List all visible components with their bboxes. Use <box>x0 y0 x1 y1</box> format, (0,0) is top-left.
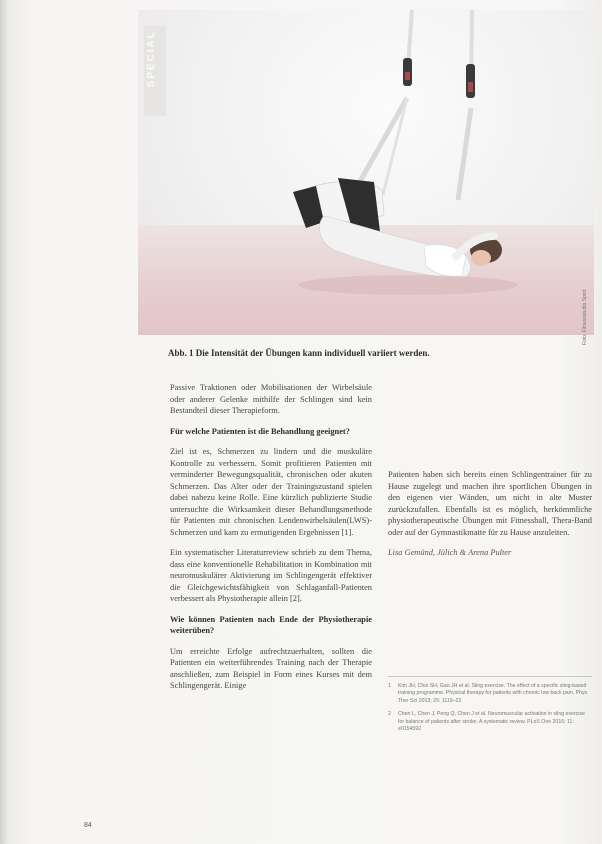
photo-credit: Foto: Fitnessstudio Sport <box>582 289 588 345</box>
left-text-column <box>170 382 372 701</box>
section-heading: Für welche Patienten ist die Behandlung geeignet? <box>170 426 350 436</box>
author-line: Lisa Gemünd, Jülich & Arena Pulter <box>388 548 512 557</box>
references-divider <box>388 676 592 677</box>
reference-number: 2 <box>388 711 391 718</box>
paragraph: Um erreichte Erfolge aufrechtzuerhalten, sollten die Patienten ein weiterführendes Training nach der Therapie anschließen, zum Beispiel in Form eines Kurses mit dem Schlingengerät. Einige <box>170 646 372 690</box>
paragraph: Ziel ist es, Schmerzen zu lindern und die muskuläre Kontrolle zu verbessern. Somit profitieren Patienten mit verminderter Bewegungsqualität, chronischen oder akuten Schmerzen. Das Alter oder der Trainingszustand spielen dabei nahezu keine Rolle. Eine kürzlich publizierte Studie untersuchte die Wirksamkeit dieser Behandlungsmethode für Patienten mit chronischen Lendenwirbelsäulen(LWS)-Schmerzen und kam zu ermutigenden Ergebnissen [1]. <box>170 447 372 537</box>
paragraph: Passive Traktionen oder Mobilisationen der Wirbelsäule oder anderer Gelenke mithilfe der Schlingen sind kein Bestandteil dieser Therapieform. <box>170 383 372 415</box>
sling-training-illustration <box>138 10 594 335</box>
references <box>388 676 592 739</box>
reference-text: Chen L, Chen J, Peng Q, Chen J et al. Neuromuscular activation in sling exercise for balance of patients after stroke. A systematic review. PLoS One 2016; 11: e0154592 <box>398 711 585 733</box>
right-text-column <box>388 469 592 568</box>
reference-number: 1 <box>388 683 391 689</box>
reference-text: Kim JH, Choi SH, Gao JH et al. Sling exercise. The effect of a specific sling-based training programme. Physical therapy for patients with chronic low back pain. Phys Ther Sci 2013; 25: 1119–22 <box>398 683 588 704</box>
page-edge-shadow <box>0 0 8 844</box>
paragraph: Patienten haben sich bereits einen Schlingentrainer für zu Hause zugelegt und machen ihre sportlichen Übungen in den eigenen vier Wänden, um nicht in alte Muster zurückzufallen. Ebenfalls ist es möglich, herkömmliche physiotherapeutische Übungen mit Fitnessball, Thera-Band oder auf der Gymnastikmatte für zu Hause anzuleiten. <box>388 470 592 537</box>
section-heading: Wie können Patienten nach Ende der Physiotherapie weiterüben? <box>170 614 372 635</box>
section-tab <box>144 26 166 116</box>
section-tab-label: SPECIAL <box>146 30 157 88</box>
reference-item <box>388 683 592 705</box>
paragraph: Ein systematischer Literaturreview schrieb zu dem Thema, dass eine konventionelle Rehabilitation in Kombination mit neuromuskulärer Aktivierung im Schlingengerät effektiver die Gleichgewichtsfähigkeit von Schlaganfall-Patienten verbessert als Physiotherapie allein [2]. <box>170 548 372 603</box>
figure-caption: Abb. 1 Die Intensität der Übungen kann individuell variiert werden. <box>168 348 430 358</box>
page-number: 84 <box>84 822 92 829</box>
exercise-photo <box>138 10 594 335</box>
reference-item <box>388 711 592 733</box>
